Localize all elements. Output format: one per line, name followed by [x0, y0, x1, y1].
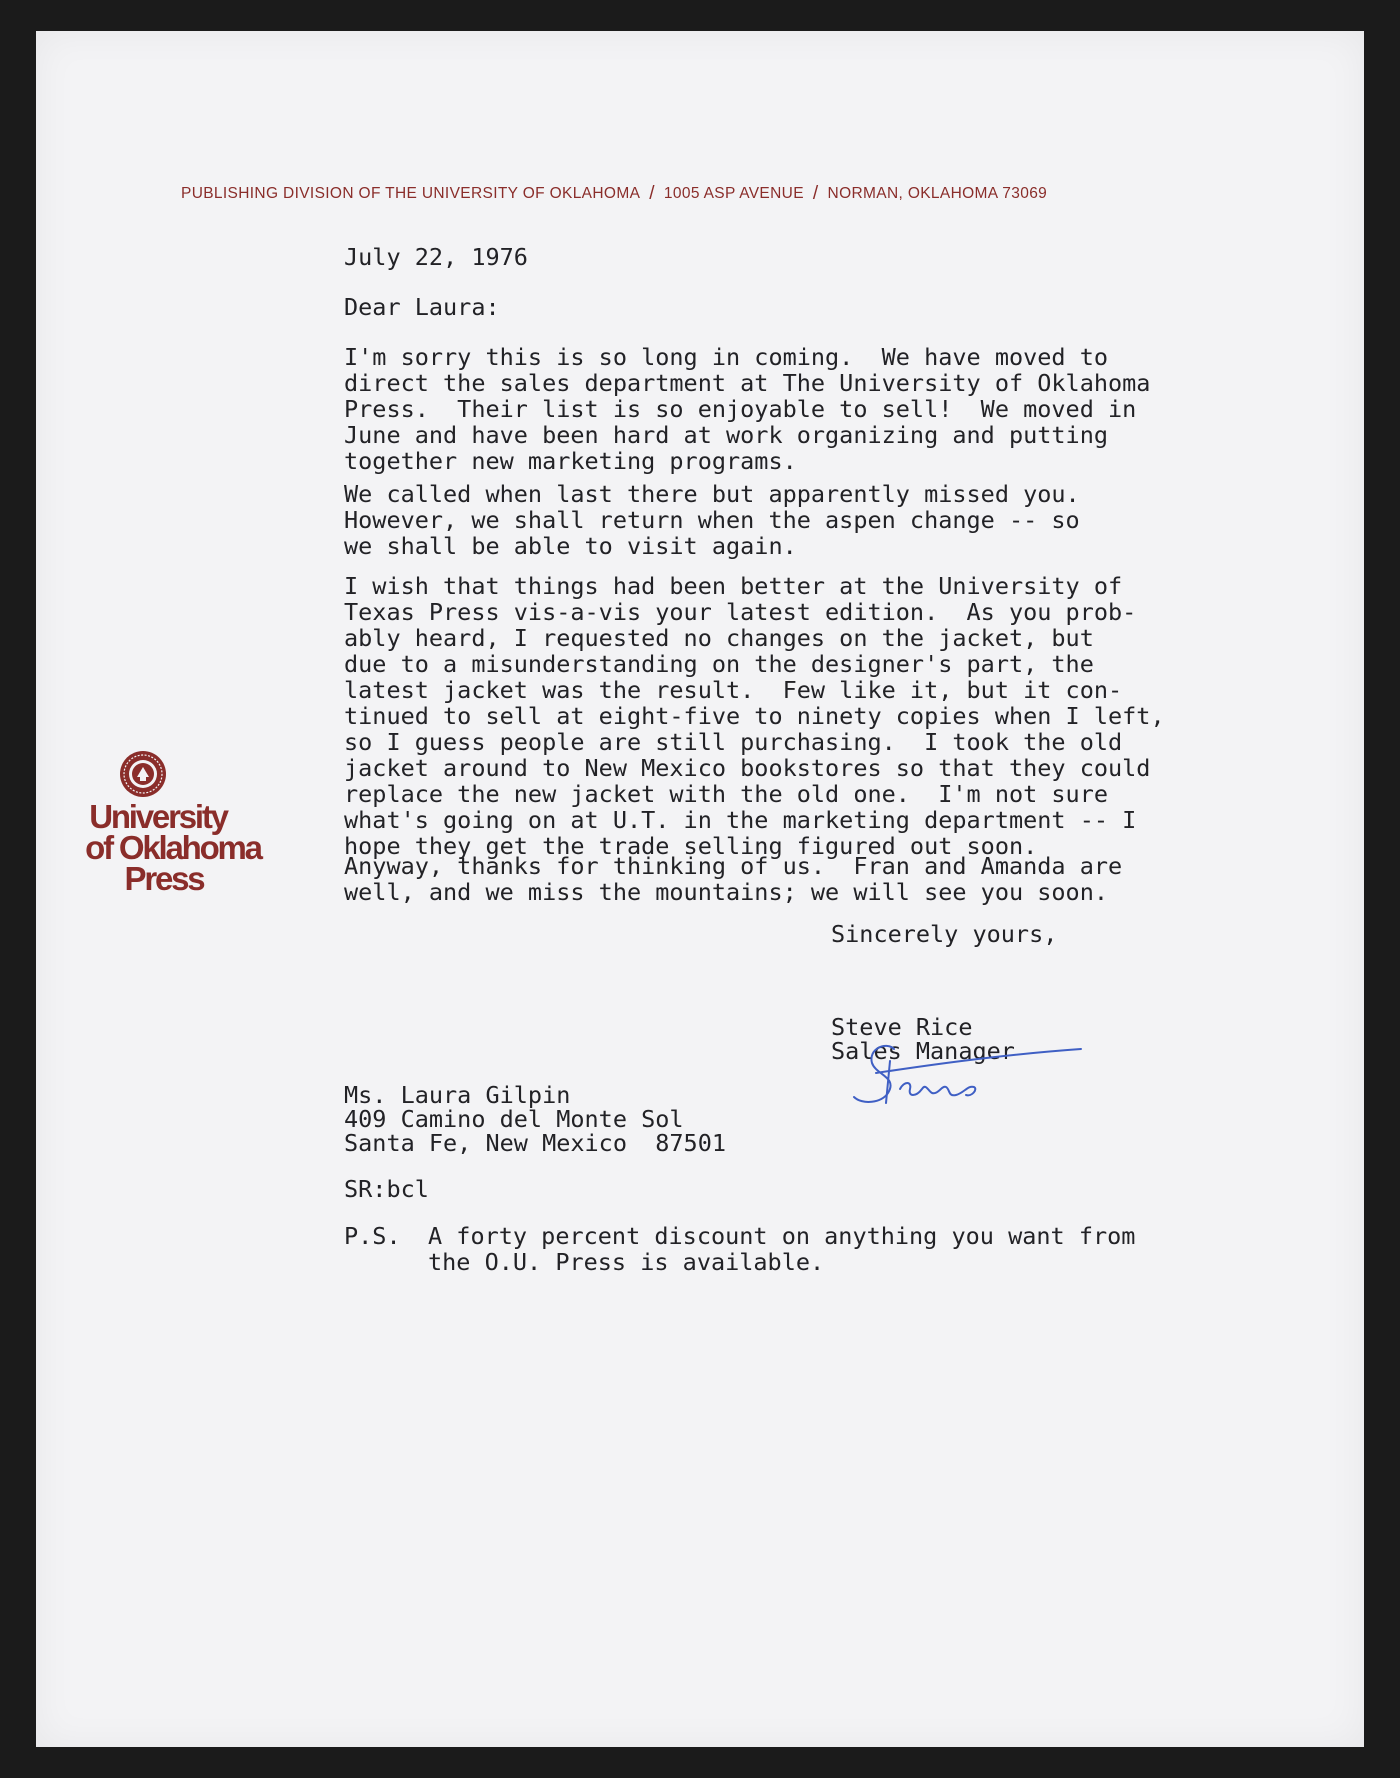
paragraph-1: I'm sorry this is so long in coming. We have moved to direct the sales department at The University of Oklahoma Press. Their list is so enjoyable to sell! We moved in June and have been hard at work organizing and putting together new marketing programs.: [344, 343, 1151, 475]
signer-name: Steve Rice: [831, 1013, 973, 1041]
paragraph-4: Anyway, thanks for thinking of us. Fran and Amanda are well, and we miss the mountains; we will see you soon.: [344, 852, 1123, 906]
letterhead-separator: /: [649, 183, 655, 204]
recipient-street: 409 Camino del Monte Sol: [344, 1105, 684, 1133]
letterhead-division: PUBLISHING DIVISION OF THE UNIVERSITY OF OKLAHOMA: [181, 185, 641, 202]
university-seal-icon: [118, 749, 168, 799]
logo-line-oklahoma: of Oklahoma: [85, 829, 261, 866]
logo-line-press: Press: [124, 860, 204, 897]
letterhead-street: 1005 ASP AVENUE: [663, 185, 804, 202]
signer-title: Sales Manager: [831, 1037, 1015, 1065]
letterhead: [181, 183, 1271, 205]
postscript-label: P.S.: [344, 1222, 401, 1250]
postscript-text: A forty percent discount on anything you want from the O.U. Press is available.: [428, 1222, 1136, 1276]
logo-line-university: University: [89, 798, 227, 835]
letter-date: July 22, 1976: [344, 243, 528, 271]
salutation: Dear Laura:: [344, 293, 500, 321]
paragraph-2: We called when last there but apparently missed you. However, we shall return when the aspen change -- so we shall be able to visit again.: [344, 480, 1080, 560]
paragraph-3: I wish that things had been better at the University of Texas Press vis-a-vis your latest edition. As you prob- ably heard, I requested no changes on the jacket, but due to a misunderstanding on the designer's part, the latest jacket was the result. Few like it, but it con- tinued to sell at eight-five to ninety copies when I left, so I guess people are still purchasing. I took the old jacket around to New Mexico bookstores so that they could replace the new jacket with the old one. I'm not sure what's going on at U.T. in the marketing department -- I hope they get the trade selling figured out soon.: [344, 572, 1165, 860]
recipient-name: Ms. Laura Gilpin: [344, 1081, 571, 1109]
reference-initials: SR:bcl: [344, 1175, 429, 1203]
recipient-city: Santa Fe, New Mexico 87501: [344, 1129, 727, 1157]
letterhead-separator: /: [812, 183, 819, 204]
closing: Sincerely yours,: [831, 920, 1058, 948]
press-logo: [70, 749, 270, 897]
letterhead-city: NORMAN, OKLAHOMA 73069: [827, 185, 1048, 202]
letter-page: [36, 31, 1364, 1747]
signature-steve: [846, 1031, 1096, 1131]
